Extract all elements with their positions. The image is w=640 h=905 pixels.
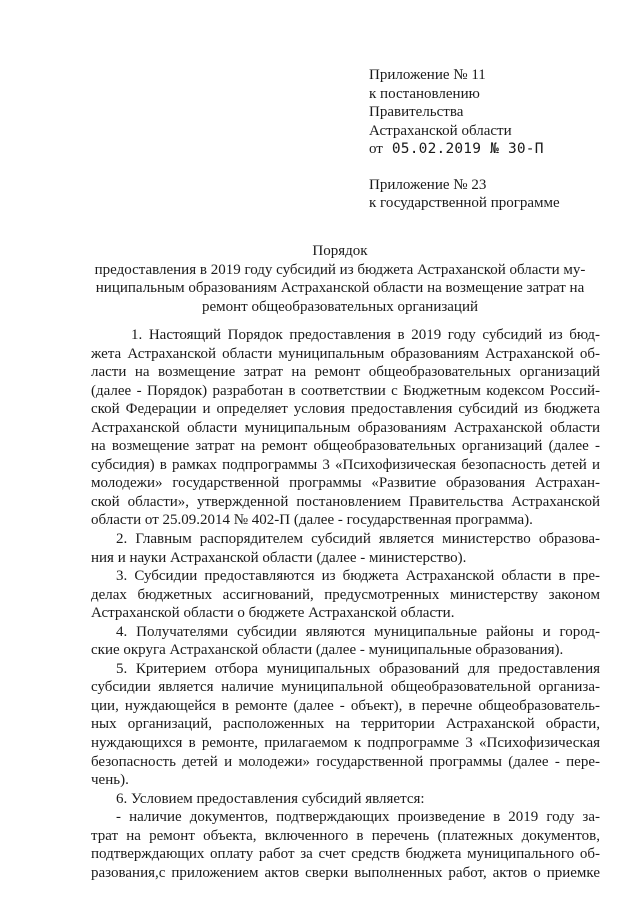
- body-line: 4. Получателями субсидии являются муниципальные районы и город-: [116, 623, 600, 640]
- attachment-to-resolution: к постановлению: [369, 85, 480, 102]
- body-line: нуждающихся в ремонте, прилагаемом к подпрограмме 3 «Психофизическая: [91, 735, 600, 752]
- body-line: чень).: [91, 772, 129, 789]
- body-line: жета Астраханской области муниципальным образованиям Астраханской об-: [91, 345, 600, 362]
- attachment-header: [369, 66, 609, 213]
- body-line: субсидия) в рамках подпрограммы 3 «Психофизическая безопасность детей и: [91, 456, 600, 473]
- body-line: ской области», утвержденной постановлением Правительства Астраханской: [91, 493, 600, 510]
- body-line: ции, нуждающейся в ремонте (далее - объект), в перечне общеобразователь-: [91, 697, 600, 714]
- body-line: (далее - Порядок) разработан в соответствии с Бюджетным кодексом Россий-: [91, 382, 600, 399]
- body-line: ские округа Астраханской области (далее - муниципальные образования).: [91, 642, 564, 659]
- body-line: трат на ремонт объекта, включенного в перечень (платежных документов,: [91, 827, 600, 844]
- body-line: 2. Главным распорядителем субсидий является министерство образова-: [116, 531, 600, 548]
- body-line: ской Федерации и определяет условия предоставления субсидий из бюджета: [91, 401, 600, 418]
- body-line: области от 25.09.2014 № 402-П (далее - государственная программа).: [91, 512, 533, 529]
- body-line: делах бюджетных ассигнований, предусмотренных министерству законом: [91, 586, 600, 603]
- body-line: 5. Критерием отбора муниципальных образований для предоставления: [116, 660, 600, 677]
- attachment-region: Астраханской области: [369, 122, 512, 139]
- body-line: безопасность детей и молодежи» государственной программы (далее - пере-: [91, 753, 600, 770]
- title-line-1: Порядок: [312, 243, 368, 259]
- document-body: [91, 326, 600, 882]
- body-line: ласти на возмещение затрат на ремонт общеобразовательных организаций: [91, 364, 600, 381]
- body-line: ных организаций, расположенных на территории Астраханской обрасти,: [91, 716, 600, 733]
- attachment-date-line: [369, 140, 609, 159]
- body-line: субсидии является наличие муниципальной общеобразовательной организа-: [91, 679, 600, 696]
- document-title: [80, 242, 600, 316]
- body-line: на возмещение затрат на ремонт общеобразовательных организаций (далее -: [91, 438, 600, 455]
- body-line: подтверждающих оплату работ за счет средств бюджета муниципального об-: [91, 846, 600, 863]
- body-line: разования,с приложением актов сверки выполненных работ, актов о приемке: [91, 864, 600, 881]
- body-line: 1. Настоящий Порядок предоставления в 2019 году субсидий из бюд-: [131, 327, 600, 343]
- body-line: 3. Субсидии предоставляются из бюджета Астраханской области в пре-: [116, 568, 600, 585]
- attachment-spacer: [369, 159, 609, 176]
- attachment-program: к государственной программе: [369, 195, 560, 211]
- body-line: молодежи» государственной программы «Развитие образования Астрахан-: [91, 475, 600, 492]
- body-line: 6. Условием предоставления субсидий является:: [116, 790, 425, 807]
- body-line: Астраханской области о бюджете Астраханской области.: [91, 605, 455, 622]
- date-prefix: от: [369, 141, 383, 157]
- attachment-number: Приложение № 11: [369, 67, 486, 83]
- body-line: Астраханской области муниципальным образованиям Астраханской области: [91, 419, 600, 436]
- attachment-government: Правительства: [369, 104, 464, 120]
- title-line-2: предоставления в 2019 году субсидий из бюджета Астраханской области му-: [94, 261, 586, 278]
- body-line: - наличие документов, подтверждающих произведение в 2019 году за-: [116, 809, 600, 826]
- body-line: ния и науки Астраханской области (далее - министерство).: [91, 549, 467, 566]
- date-stamp: 05.02.2019 № 30-П: [391, 141, 544, 157]
- title-line-3: ниципальным образованиям Астраханской области на возмещение затрат на: [95, 280, 585, 296]
- attachment-program-number: Приложение № 23: [369, 176, 487, 193]
- title-line-4: ремонт общеобразовательных организаций: [201, 298, 479, 315]
